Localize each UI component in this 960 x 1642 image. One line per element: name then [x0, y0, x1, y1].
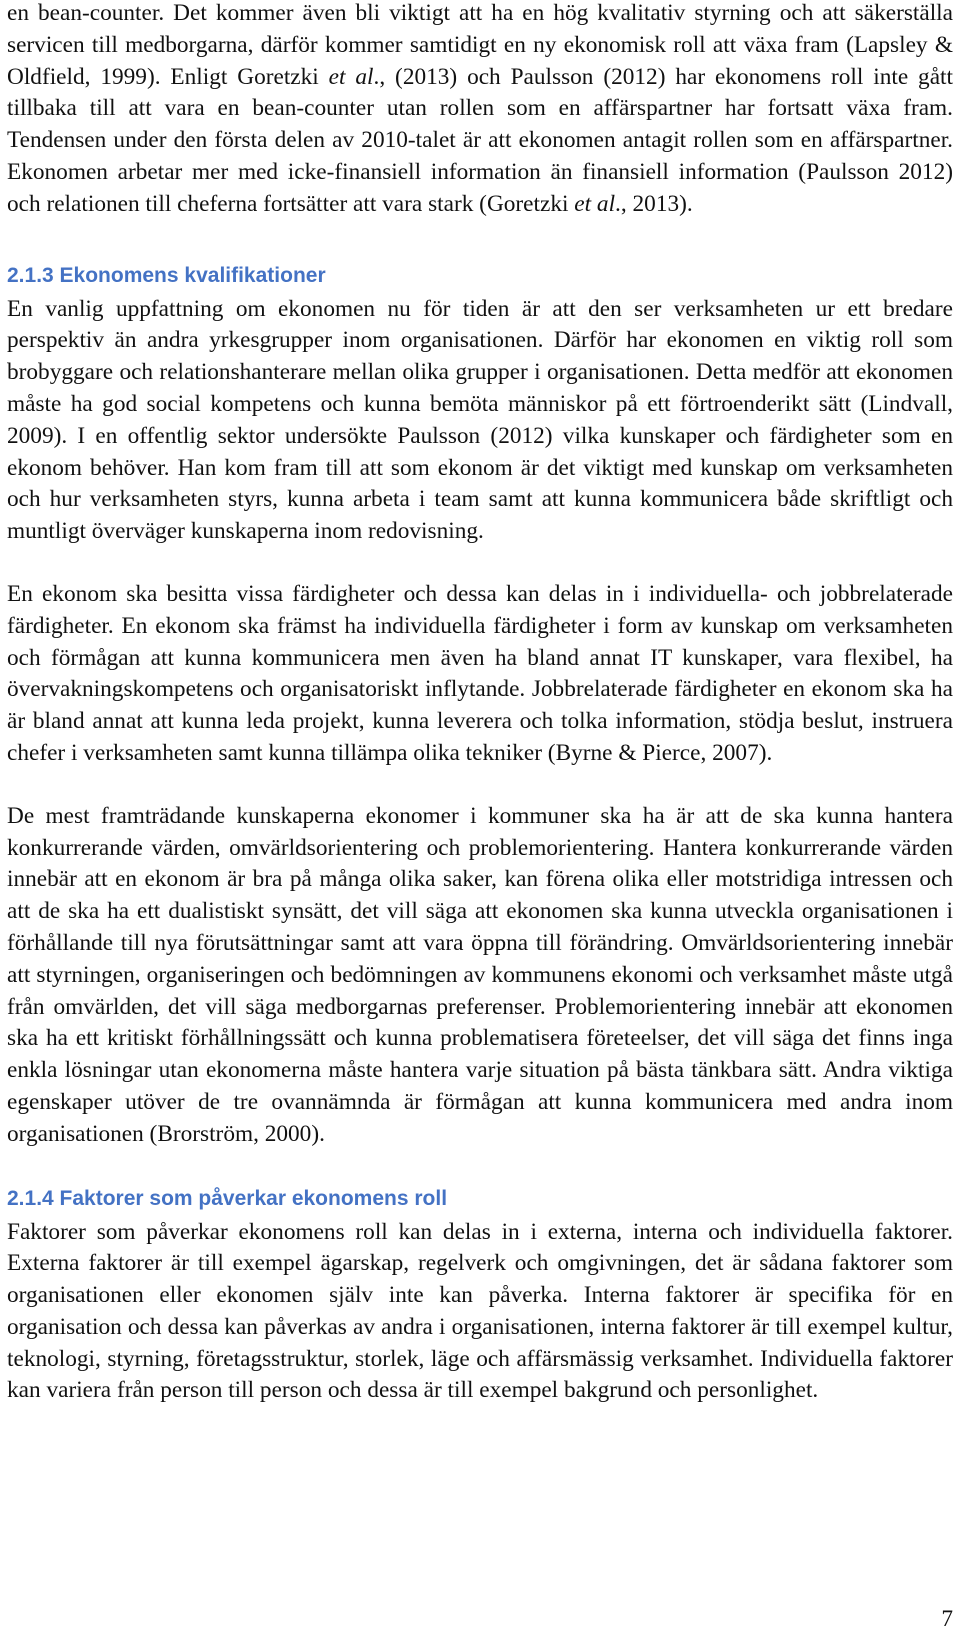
section-heading-factors: 2.1.4 Faktorer som påverkar ekonomens roll	[7, 1186, 448, 1210]
page-number: 7	[941, 1606, 953, 1632]
paragraph-qualifications: En vanlig uppfattning om ekonomen nu för tiden är att den ser verksamheten ur ett bredare perspektiv än andra yrkesgrupper inom organisationen. Därför har ekonomen en viktig roll som brobyggare och relationshanterare mellan olika grupper i organisationen. Detta medför att ekonomen måste ha god social kompetens och kunna bemöta människor på ett förtroenderikt sätt (Lindvall, 2009). I en offentlig sektor undersökte Paulsson (2012) vilka kunskaper och färdigheter som en ekonom behöver. Han kom fram till att som ekonom är det viktigt med kunskap om verksamheten och hur verksamheten styrs, kunna arbeta i team samt att kunna kommunicera både skriftligt och muntligt överväger kunskaperna inom redovisning.	[7, 295, 953, 545]
document-page	[7, 0, 953, 1407]
paragraph-municipal-knowledge: De mest framträdande kunskaperna ekonomer i kommuner ska ha är att de ska kunna hantera konkurrerande värden, omvärldsorientering och problemorientering. Hantera konkurrerande värden innebär att en ekonom är bra på många olika saker, kan förena olika eller motstridiga intressen och att de ska ha ett dualistiskt synsätt, det vill säga att ekonomen ska kunna utveckla organisationen i förhållande till nya förutsättningar samt att vara öppna till förändring. Omvärldsorientering innebär att styrningen, organiseringen och bedömningen av kommunens ekonomi och verksamhet måste utgå från omvärlden, det vill säga medborgarnas preferenser. Problemorientering innebär att ekonomen ska ha ett kritiskt förhållningssätt och kunna problematisera företeelser, det vill säga det finns inga enkla lösningar utan ekonomerna måste hantera varje situation på bästa tänkbara sätt. Andra viktiga egenskaper utöver de tre ovannämnda är förmågan att kunna kommunicera med andra inom organisationen (Brorström, 2000).	[7, 802, 953, 1147]
text-segment: ., 2013).	[615, 190, 693, 217]
section-heading-qualifications: 2.1.3 Ekonomens kvalifikationer	[7, 263, 326, 287]
paragraph-factors: Faktorer som påverkar ekonomens roll kan delas in i externa, interna och individuella faktorer. Externa faktorer är till exempel ägarskap, regelverk och omgivningen, det är sådana faktorer som organisationen eller ekonomen själv inte kan påverka. Interna faktorer är specifika för en organisation och dessa kan påverkas av andra i organisationen, interna faktorer är till exempel kultur, teknologi, styrning, företagsstruktur, storlek, läge och affärsmässig verksamhet. Individuella faktorer kan variera från person till person och dessa är till exempel bakgrund och personlighet.	[7, 1218, 953, 1404]
text-segment: ., (2013) och Paulsson (2012) har ekonomens roll inte gått tillbaka till att vara en bean-counter utan rollen som en affärspartner har fortsatt växa fram. Tendensen under den första delen av 2010-talet är att ekonomen antagit rollen som en affärspartner. Ekonomen arbetar mer med icke-finansiell information än finansiell information (Paulsson 2012) och relationen till cheferna fortsätter att vara stark (Goretzki	[7, 63, 953, 217]
text-segment: en bean-counter. Det kommer även bli viktigt att ha en hög kvalitativ styrning och att säkerställa servicen till medborgarna, därför kommer samtidigt en ny ekonomisk roll att växa fram (Lapsley & Oldfield, 1999). Enligt Goretzki	[7, 0, 953, 90]
italic-et-al: et al	[574, 190, 616, 217]
paragraph-role-evolution	[7, 0, 953, 221]
paragraph-skills: En ekonom ska besitta vissa färdigheter och dessa kan delas in i individuella- och jobbrelaterade färdigheter. En ekonom ska främst ha individuella färdigheter i form av kunskap om verksamheten och förmågan att kunna kommunicera men även ha bland annat IT kunskaper, vara flexibel, ha övervakningskompetens och organisatoriskt inflytande. Jobbrelaterade färdigheter en ekonom ska ha är bland annat att kunna leda projekt, kunna leverera och tolka information, stödja beslut, instruera chefer i verksamheten samt kunna tillämpa olika tekniker (Byrne & Pierce, 2007).	[7, 580, 953, 766]
italic-et-al: et al	[328, 63, 374, 90]
